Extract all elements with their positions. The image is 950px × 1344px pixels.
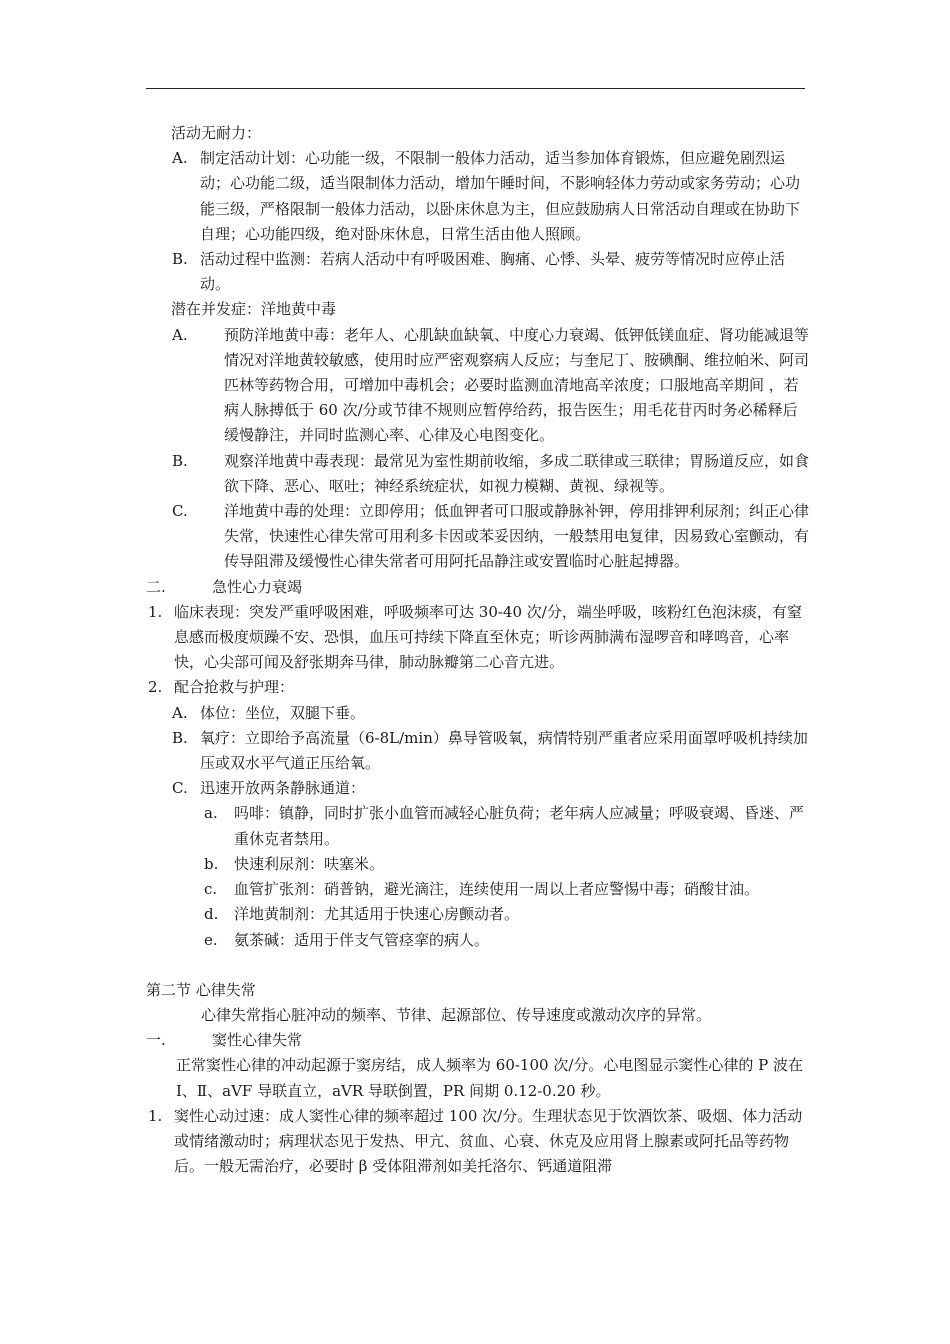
list-marker: d.	[204, 905, 219, 924]
list-marker: 1.	[148, 1106, 163, 1125]
list-item	[172, 776, 812, 801]
list-item-text: 血管扩张剂：硝普钠，避光滴注，连续使用一周以上者应警惕中毒；硝酸甘油。	[234, 880, 760, 899]
list-marker: B.	[172, 250, 188, 269]
paragraph: 正常窦性心律的冲动起源于窦房结，成人频率为 60-100 次/分。心电图显示窦性心律的 P 波在Ⅰ、Ⅱ、aVF 导联直立，aVR 导联倒置，PR 间期 0.12-0.20 秒。	[176, 1056, 804, 1100]
list-item-text: 氧疗：立即给予高流量（6-8L/min）鼻导管吸氧，病情特别严重者应采用面罩呼吸机持续加压或双水平气道正压给氧。	[200, 728, 808, 773]
list-item-text: 观察洋地黄中毒表现：最常见为室性期前收缩，多成二联律或三联律；胃肠道反应，如食欲下降、恶心、呕吐；神经系统症状，如视力模糊、黄视、绿视等。	[224, 451, 810, 495]
list-item	[204, 902, 812, 927]
document-body	[146, 121, 812, 1179]
list-item	[148, 1104, 812, 1180]
header-rule	[146, 88, 805, 89]
list-item	[172, 701, 812, 726]
list-marker: c.	[204, 880, 218, 899]
spacer	[146, 953, 812, 978]
list-marker: B.	[172, 728, 188, 747]
list-item-text: 窦性心动过速：成人窦性心律的频率超过 100 次/分。生理状态见于饮酒饮茶、吸烟、体力活动或情绪激动时；病理状态见于发热、甲亢、贫血、心衰、休克及应用肾上腺素或阿托品等药物后。一般无需治疗，必要时 β 受体阻滞剂如美托洛尔、钙通道阻滞	[174, 1106, 803, 1176]
chapter-title: 第二节 心律失常	[146, 980, 256, 999]
list-marker: a.	[204, 804, 218, 823]
list-item	[172, 726, 812, 776]
list-item-text: 迅速开放两条静脉通道：	[200, 779, 366, 798]
list-marker: 1.	[148, 602, 163, 621]
list-marker: b.	[204, 854, 219, 873]
list-item	[148, 600, 812, 676]
list-item-text: 氨茶碱：适用于伴支气管痉挛的病人。	[234, 930, 490, 949]
list-item	[172, 247, 812, 297]
list-item	[148, 675, 812, 700]
list-item	[172, 449, 812, 499]
heading-text: 急性心力衰竭	[212, 577, 303, 596]
heading-number: 一.	[146, 1031, 166, 1050]
section-title: 潜在并发症：洋地黄中毒	[171, 300, 337, 319]
list-item-text: 洋地黄中毒的处理：立即停用；低血钾者可口服或静脉补钾，停用排钾利尿剂；纠正心律失常，快速性心律失常可用利多卡因或苯妥因纳，一般禁用电复律，因易致心室颤动，有传导阻滞及缓慢性心律失常者可用阿托品静注或安置临时心脏起搏器。	[224, 502, 810, 571]
list-item	[172, 146, 812, 247]
list-item-text: 洋地黄制剂：尤其适用于快速心房颤动者。	[234, 905, 520, 924]
list-marker: 2.	[148, 678, 163, 697]
list-item-text: 活动过程中监测：若病人活动中有呼吸困难、胸痛、心悸、头晕、疲劳等情况时应停止活动。	[200, 250, 786, 294]
list-item-text: 配合抢救与护理：	[174, 678, 295, 697]
list-marker: C.	[172, 779, 188, 798]
list-item-text: 临床表现：突发严重呼吸困难，呼吸频率可达 30-40 次/分，端坐呼吸，咳粉红色泡沫痰，有窒息感而极度烦躁不安、恐惧，血压可持续下降直至休克；听诊两肺满布湿啰音和哮鸣音，心率快，心尖部可闻及舒张期奔马律，肺动脉瓣第二心音亢进。	[174, 602, 802, 672]
paragraph: 心律失常指心脏冲动的频率、节律、起源部位、传导速度或激动次序的异常。	[201, 1005, 712, 1024]
list-marker: B.	[172, 451, 188, 470]
list-item-text: 预防洋地黄中毒：老年人、心肌缺血缺氧、中度心力衰竭、低钾低镁血症、肾功能减退等情况对洋地黄较敏感，使用时应严密观察病人反应；与奎尼丁、胺碘酮、维拉帕米、阿司匹林等药物合用，可增加中毒机会；必要时监测血清地高辛浓度；口服地高辛期间 ，若病人脉搏低于 60 次/分或节律不规则应暂停给药，报告医生；用毛花苷丙时务必稀释后缓慢静注，并同时监测心率、心律及心电图变化。	[224, 325, 810, 445]
list-item-text: 制定活动计划：心功能一级，不限制一般体力活动，适当参加体育锻炼，但应避免剧烈运动；心功能二级，适当限制体力活动，增加午睡时间，不影响轻体力劳动或家务劳动；心功能三级，严格限制一般体力活动，以卧床休息为主，但应鼓励病人日常活动自理或在协助下自理；心功能四级，绝对卧床休息，日常生活由他人照顾。	[200, 149, 801, 243]
section-heading	[146, 575, 812, 600]
list-item	[204, 852, 812, 877]
list-marker: e.	[204, 930, 218, 949]
list-item-text: 体位：坐位，双腿下垂。	[200, 703, 366, 722]
list-item	[172, 323, 812, 449]
heading-number: 二.	[146, 577, 166, 596]
list-marker: A.	[172, 703, 188, 722]
section-heading	[146, 1028, 812, 1053]
list-item	[172, 499, 812, 575]
list-marker: C.	[172, 502, 188, 521]
list-item	[204, 928, 812, 953]
heading-text: 窦性心律失常	[212, 1031, 303, 1050]
list-item	[204, 877, 812, 902]
section-title: 活动无耐力：	[171, 124, 262, 142]
list-item	[204, 801, 812, 851]
list-item-text: 吗啡：镇静，同时扩张小血管而减轻心脏负荷；老年病人应减量；呼吸衰竭、昏迷、严重休克者禁用。	[234, 804, 805, 848]
list-marker: A.	[172, 325, 188, 344]
list-marker: A.	[172, 149, 188, 168]
list-item-text: 快速利尿剂：呋塞米。	[234, 854, 385, 873]
